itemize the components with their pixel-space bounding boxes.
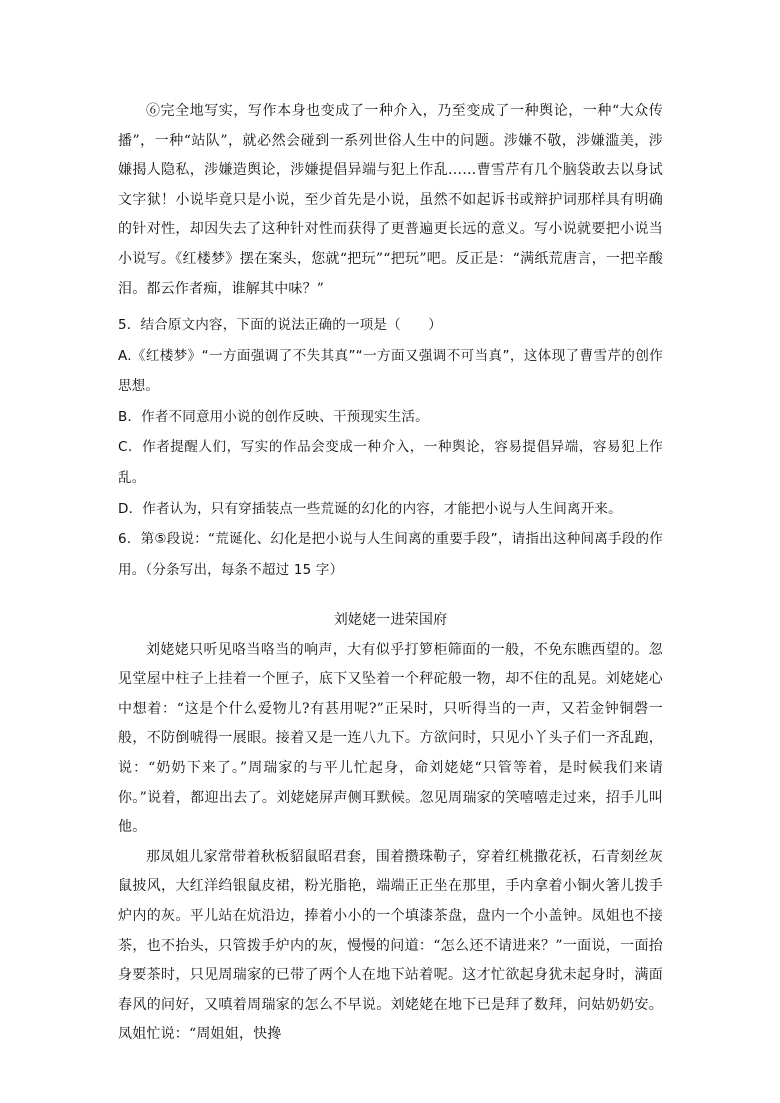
option-b: B．作者不同意用小说的创作反映、干预现实生活。 — [118, 408, 429, 425]
option-d: D．作者认为，只有穿插装点一些荒诞的幻化的内容，才能把小说与人生间离开来。 — [118, 500, 622, 517]
passage-title: 刘姥姥一进荣国府 — [333, 612, 448, 628]
questions-section — [118, 310, 663, 585]
option-a: A.《红楼梦》“一方面强调了不失其真”“一方面又强调不可当真”，这体现了曹雪芹的创作思想。 — [118, 347, 663, 395]
option-c: C．作者提醒人们，写实的作品会变成一种介入，一种舆论，容易提倡异端，容易犯上作乱。 — [118, 439, 663, 486]
passage-2 — [118, 606, 663, 1050]
passage-paragraph-6 — [118, 97, 663, 304]
question-5-stem: 5．结合原文内容，下面的说法正确的一项是（ ） — [118, 317, 442, 333]
question-6: 6．第⑤段说：“荒诞化、幻化是把小说与人生间离的重要手段”，请指出这种间离手段的作用。（分条写出，每条不超过 15 字） — [118, 531, 663, 578]
passage-paragraph: 那凤姐儿家常带着秋板貂鼠昭君套，围着攒珠勒子，穿着红桃撒花袄，石青刻丝灰鼠披风，大红洋绉银鼠皮裙，粉光脂艳，端端正正坐在那里，手内拿着小铜火箸儿拨手炉内的灰。平儿站在炕沿边，捧着小小的一个填漆茶盘，盘内一个小盖钟。凤姐也不接茶，也不抬头，只管拨手炉内的灰，慢慢的问道：“怎么还不请进来？”一面说，一面抬身要茶时，只见周瑞家的已带了两个人在地下站着呢。这才忙欲起身犹未起身时，满面春风的问好，又嗔着周瑞家的怎么不早说。刘姥姥在地下已是拜了数拜，问姑奶奶安。凤姐忙说：“周姐姐，快搀 — [118, 848, 663, 1043]
paragraph-text: ⑥完全地写实，写作本身也变成了一种介入，乃至变成了一种舆论，一种“大众传播”，一种“站队”，就必然会碰到一系列世俗人生中的问题。涉嫌不敬，涉嫌滥美，涉嫌揭人隐私，涉嫌造舆论，涉嫌提倡异端与犯上作乱……曹雪芹有几个脑袋敢去以身试文字狱！小说毕竟只是小说，至少首先是小说，虽然不如起诉书或辩护词那样具有明确的针对性，却因失去了这种针对性而获得了更普遍更长远的意义。写小说就要把小说当小说写。《红楼梦》摆在案头，您就“把玩”“把玩”吧。反正是：“满纸荒唐言，一把辛酸泪。都云作者痴，谁解其中味？” — [118, 103, 663, 297]
passage-paragraph: 刘姥姥只听见咯当咯当的响声，大有似乎打箩柜筛面的一般，不免东瞧西望的。忽见堂屋中柱子上挂着一个匣子，底下又坠着一个秤砣般一物，却不住的乱晃。刘姥姥心中想着：“这是个什么爱物儿?有甚用呢?”正呆时，只听得当的一声，又若金钟铜磬一般，不防倒唬得一展眼。接着又是一连八九下。方欲问时，只见小丫头子们一齐乱跑，说：“奶奶下来了。”周瑞家的与平儿忙起身，命刘姥姥“只管等着，是时候我们来请你。”说着，都迎出去了。刘姥姥屏声侧耳默候。忽见周瑞家的笑嘻嘻走过来，招手儿叫他。 — [118, 641, 663, 836]
